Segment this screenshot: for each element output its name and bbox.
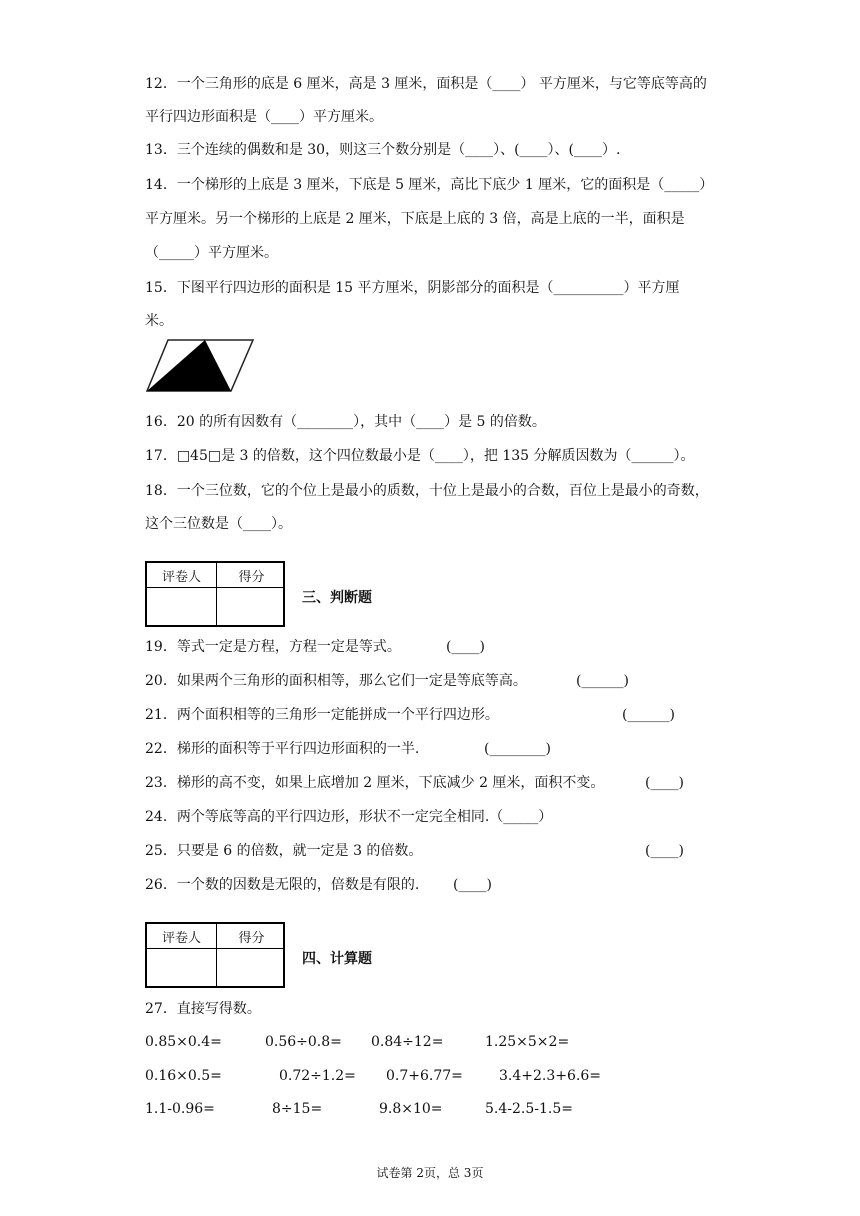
score-label: 得分 — [238, 570, 265, 585]
reviewer-label: 评卷人 — [161, 931, 201, 946]
question-14-line-2: 平方厘米。另一个梯形的上底是 2 厘米，下底是上底的 3 倍，高是上底的一半，面积是 — [145, 211, 685, 227]
judgment-item-24: 24．两个等底等高的平行四边形，形状不一定完全相同.（_____） — [145, 809, 553, 825]
judgment-answer-19: (____) — [446, 639, 485, 655]
question-13: 13．三个连续的偶数和是 30，则这三个数分别是（____）、(____）、(____）. — [145, 142, 621, 158]
question-16: 16．20 的所有因数有（________），其中（____）是 5 的倍数。 — [145, 414, 546, 430]
judgment-item-20: 20．如果两个三角形的面积相等，那么它们一定是等底等高。 — [145, 673, 527, 689]
calc-item: 9.8×10= — [379, 1101, 443, 1117]
question-12-line-1: 12．一个三角形的底是 6 厘米，高是 3 厘米，面积是（____） 平方厘米，与它等底等高的 — [145, 76, 707, 92]
calc-item: 5.4-2.5-1.5= — [485, 1101, 573, 1117]
question-14-line-1: 14．一个梯形的上底是 3 厘米，下底是 5 厘米，高比下底少 1 厘米，它的面积是（_____） — [145, 177, 714, 193]
calc-item: 3.4+2.3+6.6= — [499, 1068, 601, 1084]
score-box-section-3 — [145, 561, 285, 627]
calc-item: 0.85×0.4= — [145, 1034, 222, 1050]
calc-item: 0.16×0.5= — [145, 1068, 222, 1084]
parallelogram-figure — [145, 337, 257, 395]
calc-item: 1.25×5×2= — [485, 1034, 570, 1050]
section-4-title: 四、计算题 — [302, 951, 372, 967]
calc-item: 0.84÷12= — [371, 1034, 444, 1050]
section-3-title: 三、判断题 — [302, 590, 372, 606]
judgment-item-23: 23．梯形的高不变，如果上底增加 2 厘米，下底减少 2 厘米，面积不变。 — [145, 775, 605, 791]
judgment-item-22: 22．梯形的面积等于平行四边形面积的一半. — [145, 741, 420, 757]
page-footer: 试卷第 2页，总 3页 — [376, 1166, 484, 1180]
calc-item: 8÷15= — [272, 1101, 323, 1117]
judgment-answer-26: (____) — [453, 877, 492, 893]
judgment-answer-25: (____) — [645, 843, 684, 859]
question-12-line-2: 平行四边形面积是（____）平方厘米。 — [145, 109, 383, 125]
reviewer-label: 评卷人 — [161, 570, 201, 585]
question-14-line-3: （_____）平方厘米。 — [145, 245, 278, 261]
judgment-answer-20: (______) — [576, 673, 629, 689]
question-15-line-1: 15．下图平行四边形的面积是 15 平方厘米，阴影部分的面积是（__________）平方厘 — [145, 280, 680, 296]
question-18-line-2: 这个三位数是（____）。 — [145, 516, 292, 532]
score-box-section-4 — [145, 922, 285, 988]
judgment-answer-22: (________) — [484, 741, 551, 757]
calc-item: 0.7+6.77= — [386, 1068, 463, 1084]
judgment-item-25: 25．只要是 6 的倍数，就一定是 3 的倍数。 — [145, 843, 423, 859]
judgment-answer-23: (____) — [645, 775, 684, 791]
question-17: 17．□45□是 3 的倍数，这个四位数最小是（____），把 135 分解质因数为（______）。 — [145, 448, 695, 464]
question-27: 27．直接写得数。 — [145, 1001, 261, 1017]
question-18-line-1: 18．一个三位数，它的个位上是最小的质数，十位上是最小的合数，百位上是最小的奇数， — [145, 483, 709, 499]
calc-item: 0.56÷0.8= — [265, 1034, 342, 1050]
judgment-item-19: 19．等式一定是方程，方程一定是等式。 — [145, 639, 401, 655]
judgment-item-21: 21．两个面积相等的三角形一定能拼成一个平行四边形。 — [145, 707, 499, 723]
judgment-answer-21: (______) — [622, 707, 675, 723]
question-15-line-2: 米。 — [145, 313, 173, 329]
calc-item: 1.1-0.96= — [145, 1101, 215, 1117]
score-label: 得分 — [238, 931, 265, 946]
judgment-item-26: 26．一个数的因数是无限的，倍数是有限的. — [145, 877, 420, 893]
calc-item: 0.72÷1.2= — [279, 1068, 356, 1084]
